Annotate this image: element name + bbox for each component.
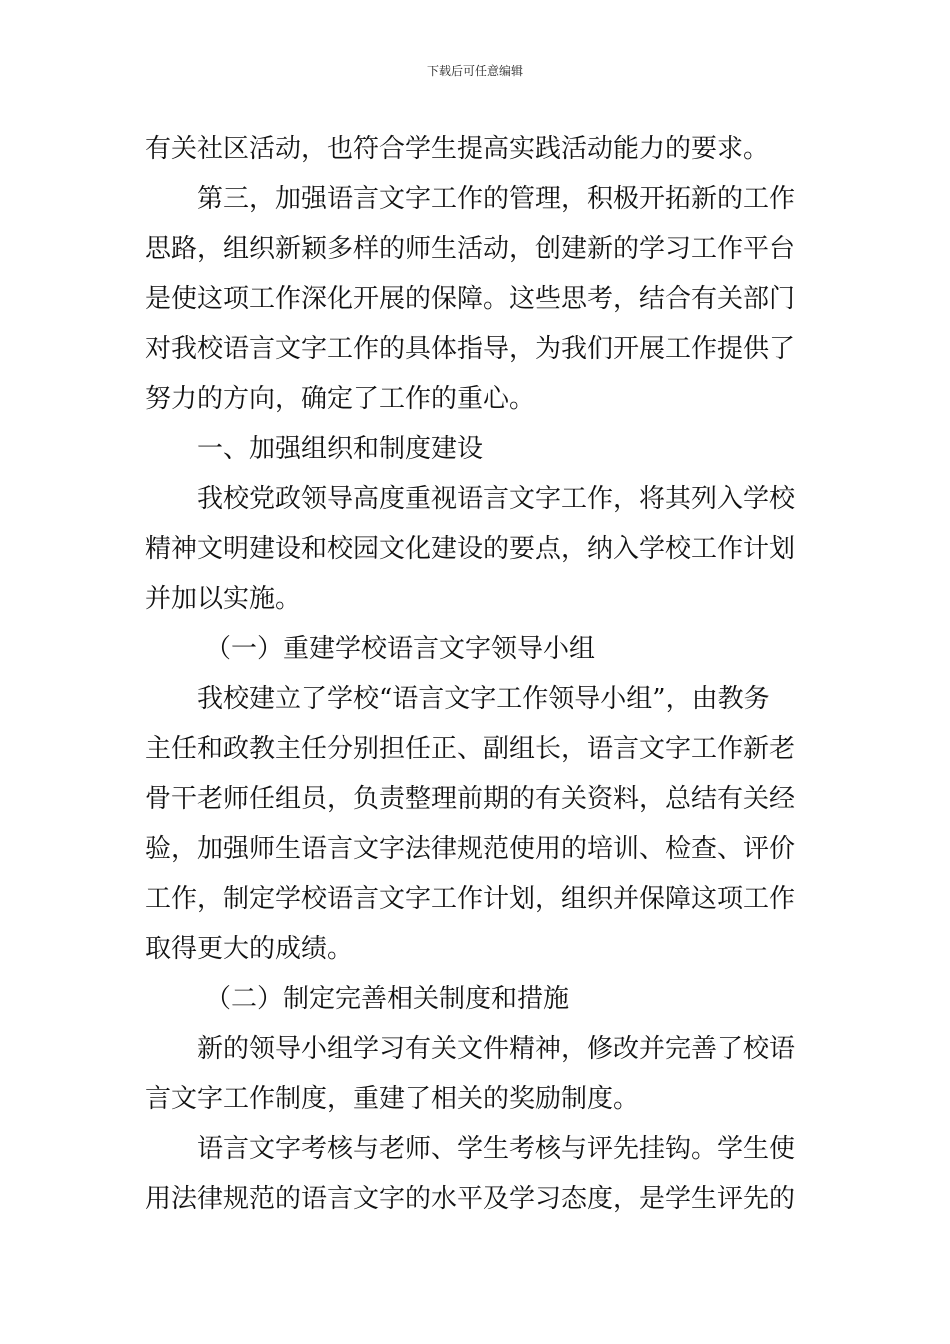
subsection-heading: （一）重建学校语言文字领导小组 [205, 634, 596, 664]
text-line: 言文字工作制度，重建了相关的奖励制度。 [145, 1084, 640, 1114]
text-line: 主任和政教主任分别担任正、副组长，语言文字工作新老 [145, 734, 796, 764]
text-line: 语言文字考核与老师、学生考核与评先挂钩。学生使 [197, 1134, 796, 1164]
text-line: 思路，组织新颖多样的师生活动，创建新的学习工作平台 [145, 234, 796, 264]
page-header-note: 下载后可任意编辑 [426, 64, 523, 78]
text-line: 验，加强师生语言文字法律规范使用的培训、检查、评价 [145, 834, 796, 864]
document-body [145, 124, 807, 1224]
text-line: 精神文明建设和校园文化建设的要点，纳入学校工作计划 [145, 534, 796, 564]
text-line: 新的领导小组学习有关文件精神，修改并完善了校语 [197, 1034, 796, 1064]
text-line: 用法律规范的语言文字的水平及学习态度，是学生评先的 [145, 1184, 796, 1214]
text-line: 对我校语言文字工作的具体指导，为我们开展工作提供了 [145, 334, 796, 364]
text-line: 是使这项工作深化开展的保障。这些思考，结合有关部门 [145, 284, 796, 314]
text-line: 有关社区活动，也符合学生提高实践活动能力的要求。 [145, 134, 770, 164]
text-line: 取得更大的成绩。 [145, 934, 354, 964]
text-line: 工作，制定学校语言文字工作计划，组织并保障这项工作 [145, 884, 796, 914]
section-heading: 一、加强组织和制度建设 [197, 434, 484, 464]
text-line: 努力的方向，确定了工作的重心。 [145, 384, 536, 414]
text-line: 骨干老师任组员，负责整理前期的有关资料，总结有关经 [145, 784, 796, 814]
text-line: 第三，加强语言文字工作的管理，积极开拓新的工作 [197, 184, 796, 214]
subsection-heading: （二）制定完善相关制度和措施 [205, 984, 570, 1014]
text-line: 我校党政领导高度重视语言文字工作，将其列入学校 [197, 484, 796, 514]
text-line: 我校建立了学校“语言文字工作领导小组”，由教务 [197, 684, 770, 714]
text-line: 并加以实施。 [145, 584, 302, 614]
